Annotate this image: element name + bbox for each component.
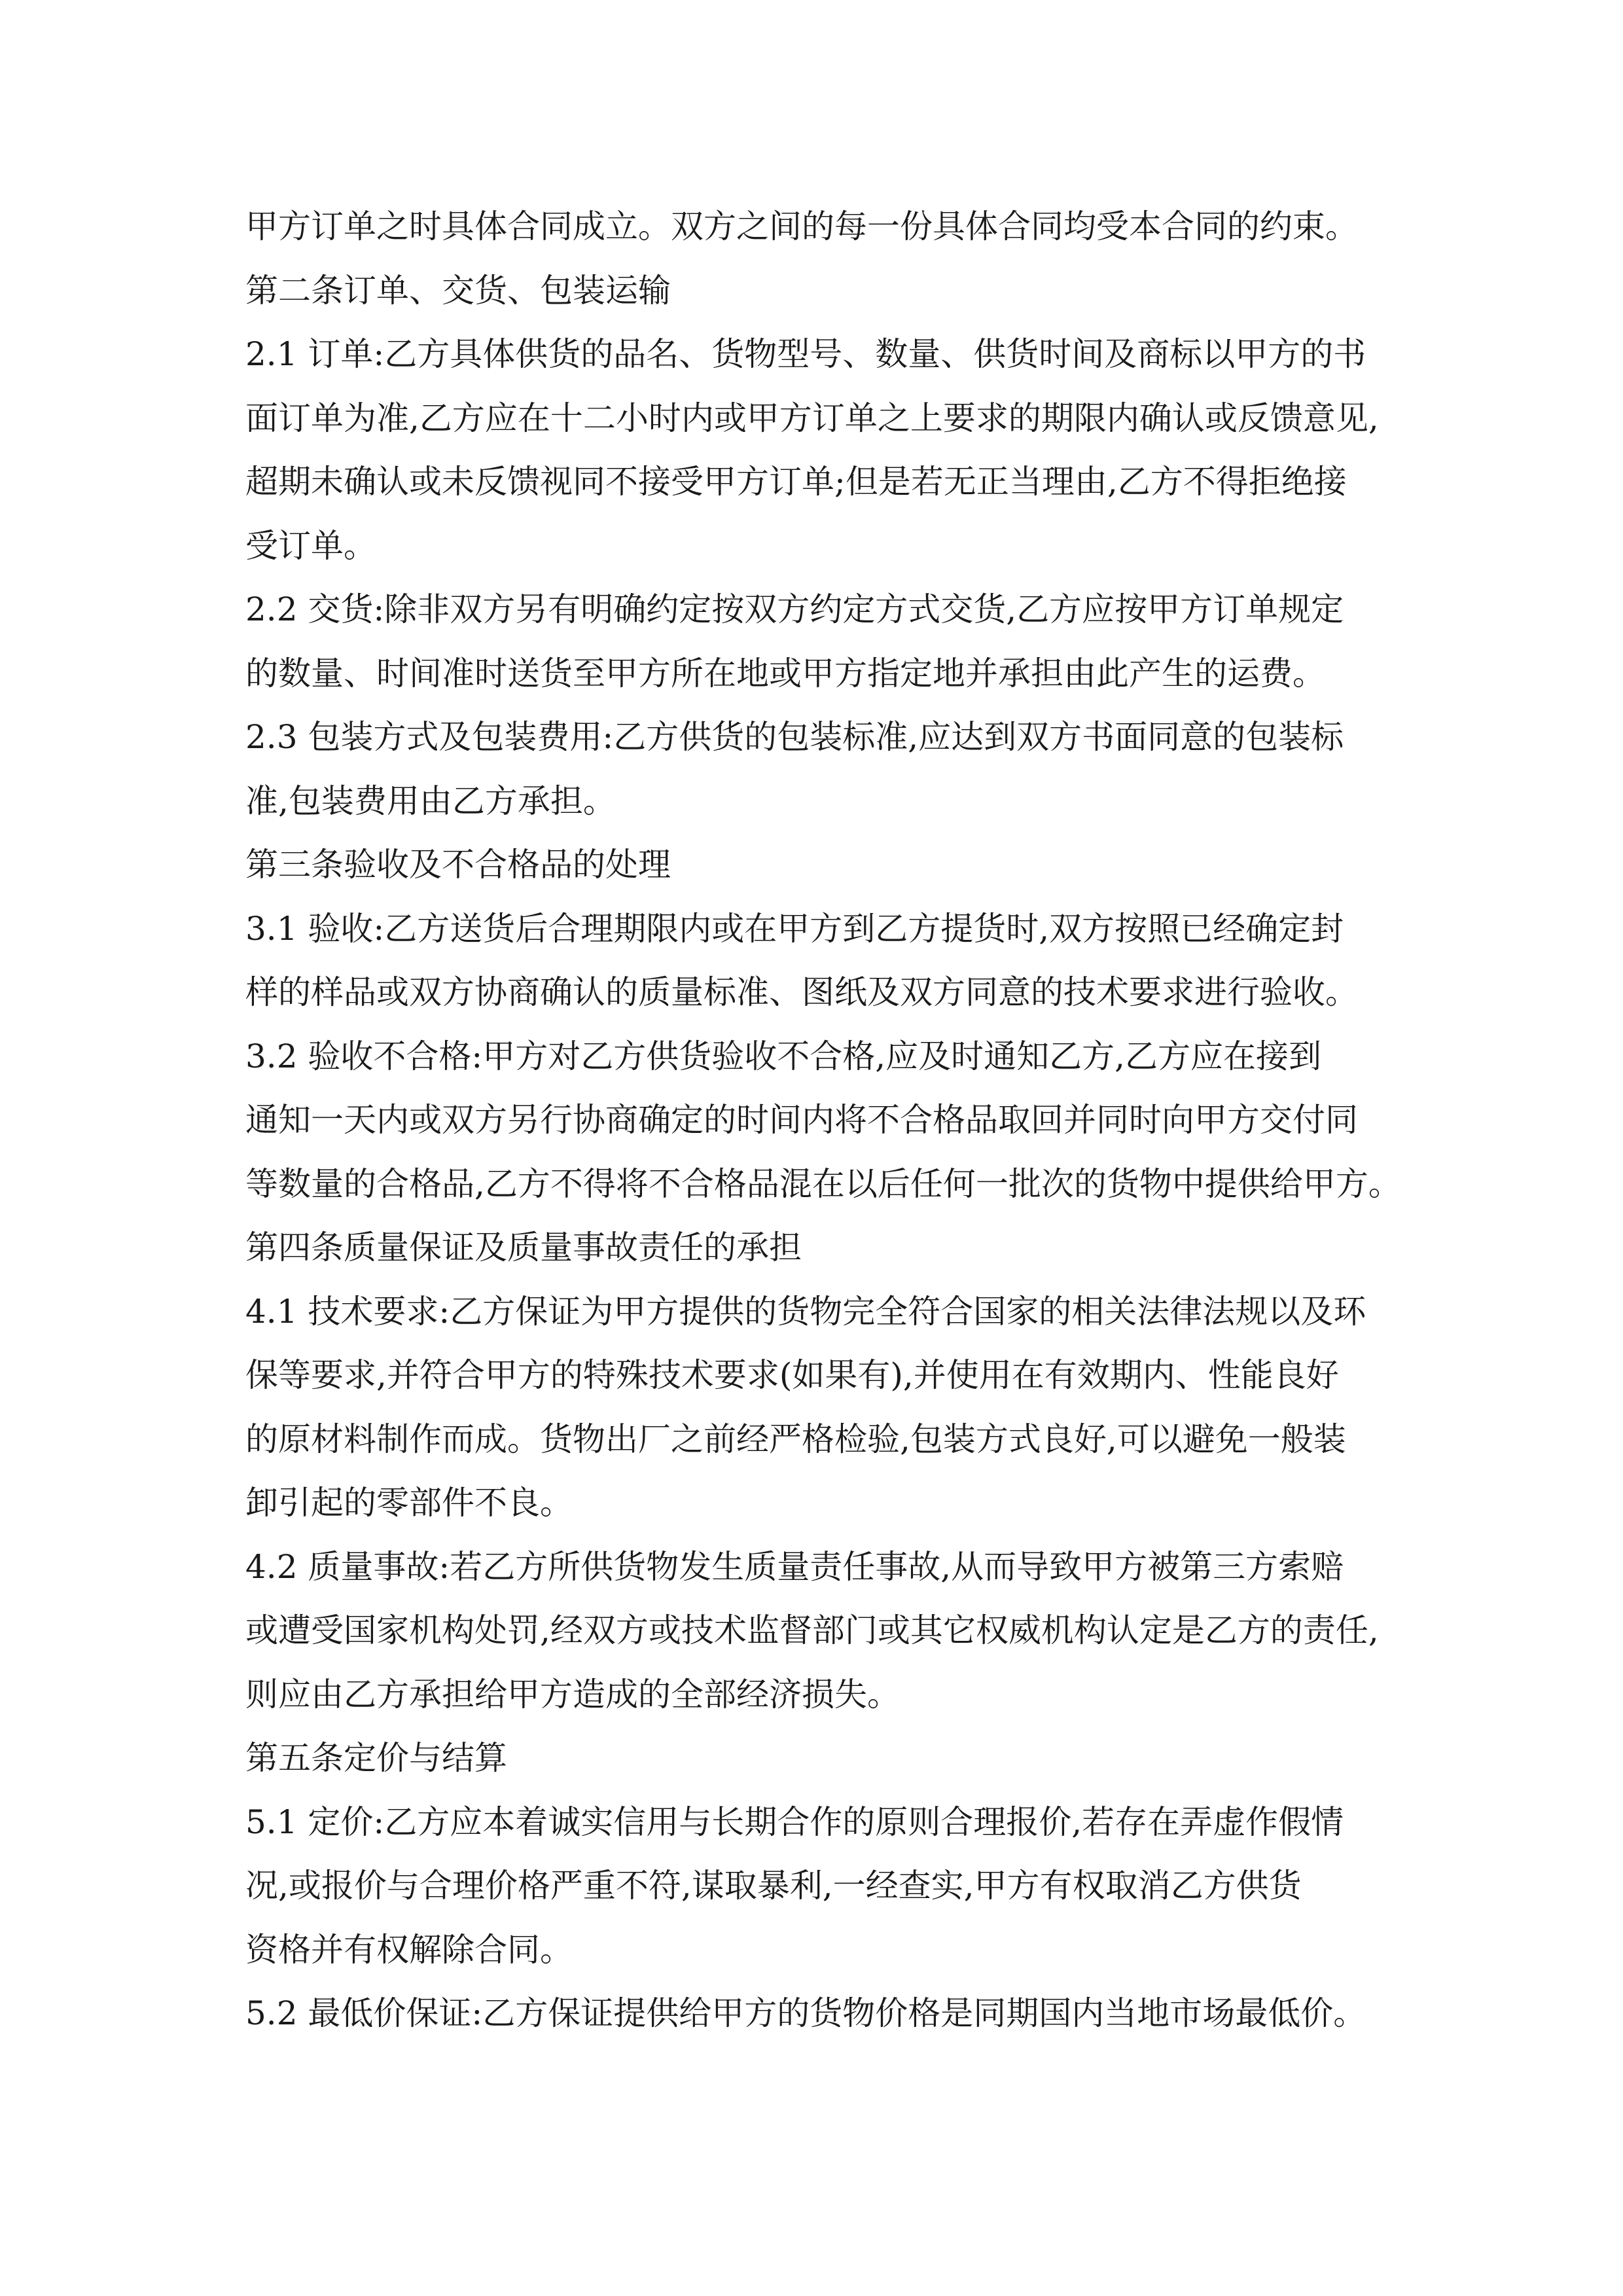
paragraph-line: 通知一天内或双方另行协商确定的时间内将不合格品取回并同时向甲方交付同 [245, 1101, 1358, 1139]
paragraph-line: 则应由乙方承担给甲方造成的全部经济损失。 [245, 1675, 900, 1713]
paragraph-line: 况,或报价与合理价格严重不符,谋取暴利,一经查实,甲方有权取消乙方供货 [245, 1867, 1302, 1905]
paragraph-line: 的原材料制作而成。货物出厂之前经严格检验,包装方式良好,可以避免一般装 [245, 1420, 1346, 1458]
paragraph-line: 受订单。 [245, 526, 376, 565]
document-body [245, 195, 1401, 2046]
paragraph-line: 2.3 包装方式及包装费用:乙方供货的包装标准,应达到双方书面同意的包装标 [245, 718, 1344, 756]
paragraph-line: 3.1 验收:乙方送货后合理期限内或在甲方到乙方提货时,双方按照已经确定封 [245, 909, 1344, 948]
paragraph-line: 的数量、时间准时送货至甲方所在地或甲方指定地并承担由此产生的运费。 [245, 654, 1325, 692]
paragraph-line: 2.2 交货:除非双方另有明确约定按双方约定方式交货,乙方应按甲方订单规定 [245, 590, 1344, 628]
paragraph-line: 5.1 定价:乙方应本着诚实信用与长期合作的原则合理报价,若存在弄虚作假情 [245, 1803, 1344, 1841]
paragraph-line: 4.1 技术要求:乙方保证为甲方提供的货物完全符合国家的相关法律法规以及环 [245, 1292, 1366, 1331]
paragraph-line: 面订单为准,乙方应在十二小时内或甲方订单之上要求的期限内确认或反馈意见, [245, 399, 1379, 437]
paragraph-line: 3.2 验收不合格:甲方对乙方供货验收不合格,应及时通知乙方,乙方应在接到 [245, 1037, 1322, 1075]
paragraph-line: 2.1 订单:乙方具体供货的品名、货物型号、数量、供货时间及商标以甲方的书 [245, 335, 1366, 373]
paragraph-line: 样的样品或双方协商确认的质量标准、图纸及双方同意的技术要求进行验收。 [245, 973, 1358, 1011]
paragraph-line: 等数量的合格品,乙方不得将不合格品混在以后任何一批次的货物中提供给甲方。 [245, 1164, 1401, 1203]
paragraph-line: 资格并有权解除合同。 [245, 1930, 573, 1969]
paragraph-line: 超期未确认或未反馈视同不接受甲方订单;但是若无正当理由,乙方不得拒绝接 [245, 463, 1347, 501]
paragraph-line: 准,包装费用由乙方承担。 [245, 781, 616, 820]
section-heading: 第四条质量保证及质量事故责任的承担 [245, 1229, 802, 1266]
paragraph-line: 或遭受国家机构处罚,经双方或技术监督部门或其它权威机构认定是乙方的责任, [245, 1611, 1379, 1649]
section-heading: 第三条验收及不合格品的处理 [245, 846, 671, 884]
section-heading: 第二条订单、交货、包装运输 [245, 271, 671, 310]
paragraph-line: 卸引起的零部件不良。 [245, 1484, 573, 1522]
section-heading: 第五条定价与结算 [245, 1739, 507, 1777]
paragraph-line: 4.2 质量事故:若乙方所供货物发生质量责任事故,从而导致甲方被第三方索赔 [245, 1547, 1344, 1586]
paragraph-line: 保等要求,并符合甲方的特殊技术要求(如果有),并使用在有效期内、性能良好 [245, 1356, 1339, 1394]
paragraph-line: 甲方订单之时具体合同成立。双方之间的每一份具体合同均受本合同的约束。 [245, 207, 1358, 245]
paragraph-line: 5.2 最低价保证:乙方保证提供给甲方的货物价格是同期国内当地市场最低价。 [245, 1994, 1366, 2032]
